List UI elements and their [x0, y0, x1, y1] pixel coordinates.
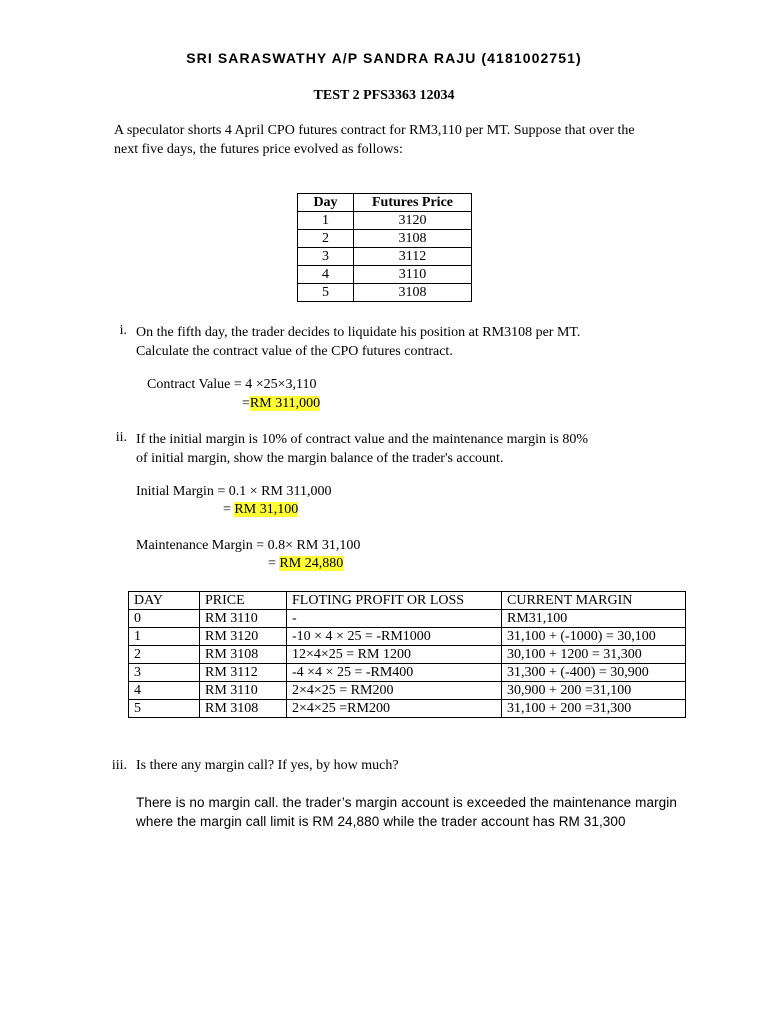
table-cell: 12×4×25 = RM 1200	[287, 646, 502, 664]
table-row	[298, 284, 472, 302]
table-cell: 3110	[354, 266, 472, 284]
table-cell: 0	[129, 610, 200, 628]
table-cell: 2	[129, 646, 200, 664]
table-row	[129, 610, 686, 628]
table-cell: 30,100 + 1200 = 31,300	[502, 646, 686, 664]
contract-value-result	[242, 396, 320, 412]
column-header: DAY	[129, 592, 200, 610]
test-title: TEST 2 PFS3363 12034	[313, 88, 455, 103]
question-3-text: Is there any margin call? If yes, by how much?	[136, 758, 399, 773]
table-cell: 5	[129, 700, 200, 718]
equals-sign: =	[223, 502, 235, 517]
student-name: SRI SARASWATHY A/P SANDRA RAJU (4181002751)	[186, 50, 582, 66]
initial-margin-calc: Initial Margin = 0.1 × RM 311,000	[136, 484, 332, 499]
table-cell: 3120	[354, 212, 472, 230]
column-header: Futures Price	[354, 194, 472, 212]
column-header: Day	[298, 194, 354, 212]
table-row	[129, 664, 686, 682]
table-row	[129, 682, 686, 700]
table-cell: 3	[298, 248, 354, 266]
table-row	[298, 212, 472, 230]
contract-value-calc: Contract Value = 4 ×25×3,110	[147, 377, 317, 392]
intro-paragraph	[114, 121, 635, 159]
table-cell: 30,900 + 200 =31,100	[502, 682, 686, 700]
question-2-line-1: If the initial margin is 10% of contract value and the maintenance margin is 80%	[136, 432, 589, 447]
table-cell: 3112	[354, 248, 472, 266]
question-1-line-1: On the fifth day, the trader decides to liquidate his position at RM3108 per MT.	[136, 325, 581, 340]
column-header: PRICE	[200, 592, 287, 610]
table-cell: RM31,100	[502, 610, 686, 628]
maintenance-margin-calc: Maintenance Margin = 0.8× RM 31,100	[136, 538, 361, 553]
table-cell: 4	[298, 266, 354, 284]
table-row	[298, 230, 472, 248]
question-2-number: ii.	[115, 430, 127, 445]
column-header: CURRENT MARGIN	[502, 592, 686, 610]
question-3-answer	[136, 793, 677, 831]
table-cell: 31,300 + (-400) = 30,900	[502, 664, 686, 682]
table-cell: 4	[129, 682, 200, 700]
table-cell: -4 ×4 × 25 = -RM400	[287, 664, 502, 682]
table-header-row	[129, 592, 686, 610]
table-cell: 2×4×25 =RM200	[287, 700, 502, 718]
contract-value-answer: RM 311,000	[249, 396, 321, 411]
table-cell: 1	[298, 212, 354, 230]
table-header-row	[298, 194, 472, 212]
question-1-line-2: Calculate the contract value of the CPO futures contract.	[136, 344, 453, 359]
equals-sign: =	[268, 556, 280, 571]
question-1-text	[136, 323, 580, 361]
table-cell: RM 3108	[200, 646, 287, 664]
table-cell: 3	[129, 664, 200, 682]
margin-balance-table	[128, 591, 686, 718]
table-cell: -10 × 4 × 25 = -RM1000	[287, 628, 502, 646]
table-cell: RM 3108	[200, 700, 287, 718]
maintenance-margin-result	[268, 556, 343, 572]
initial-margin-result	[223, 502, 298, 518]
initial-margin-answer: RM 31,100	[234, 502, 299, 517]
table-cell: 31,100 + 200 =31,300	[502, 700, 686, 718]
question-2-text	[136, 430, 588, 468]
intro-line-1: A speculator shorts 4 April CPO futures contract for RM3,110 per MT. Suppose that over the	[114, 123, 635, 138]
question-1-number: i.	[119, 323, 127, 338]
table-row	[129, 646, 686, 664]
answer-line-2: where the margin call limit is RM 24,880 while the trader account has RM 31,300	[136, 814, 626, 829]
table-cell: 5	[298, 284, 354, 302]
equals-sign: =	[242, 396, 250, 411]
answer-line-1: There is no margin call. the trader’s margin account is exceeded the maintenance margin	[136, 795, 677, 810]
table-row	[298, 266, 472, 284]
futures-price-table	[297, 193, 472, 302]
maintenance-margin-answer: RM 24,880	[279, 556, 344, 571]
table-cell: RM 3110	[200, 610, 287, 628]
intro-line-2: next five days, the futures price evolved as follows:	[114, 142, 403, 157]
table-cell: 2×4×25 = RM200	[287, 682, 502, 700]
table-cell: RM 3110	[200, 682, 287, 700]
table-cell: 3108	[354, 230, 472, 248]
table-cell: 31,100 + (-1000) = 30,100	[502, 628, 686, 646]
table-cell: 3108	[354, 284, 472, 302]
table-cell: RM 3120	[200, 628, 287, 646]
table-cell: 2	[298, 230, 354, 248]
table-cell: -	[287, 610, 502, 628]
table-cell: 1	[129, 628, 200, 646]
table-cell: RM 3112	[200, 664, 287, 682]
table-row	[298, 248, 472, 266]
table-row	[129, 628, 686, 646]
question-3-number: iii.	[111, 758, 127, 773]
table-row	[129, 700, 686, 718]
column-header: FLOTING PROFIT OR LOSS	[287, 592, 502, 610]
question-2-line-2: of initial margin, show the margin balance of the trader's account.	[136, 451, 504, 466]
